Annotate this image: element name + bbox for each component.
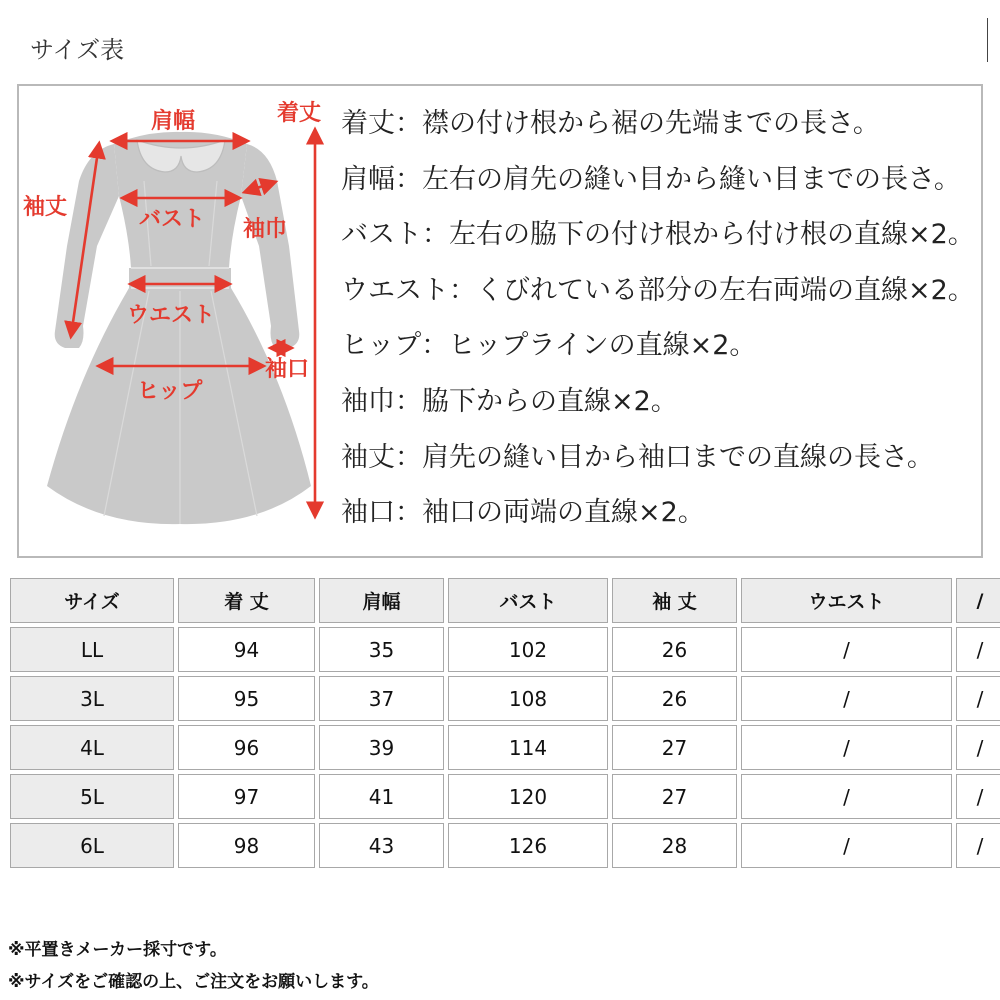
note-confirm-size: ※サイズをご確認の上、ご注文をお願いします。 [8,972,379,992]
header-sleeve: 袖 丈 [612,578,737,623]
definition-length: 着丈：襟の付け根から裾の先端までの長さ。 [341,108,880,139]
cell-shoulder: 39 [319,725,444,770]
right-sleeve [241,144,299,348]
shoulder-label: 肩幅 [151,109,196,134]
cell-length: 98 [178,823,315,868]
cell-shoulder: 41 [319,774,444,819]
header-length: 着 丈 [178,578,315,623]
cell-waist: / [741,676,952,721]
cell-waist: / [741,725,952,770]
page-title: サイズ表 [30,36,125,64]
dress-diagram [19,86,349,556]
definition-bust: バスト：左右の脇下の付け根から付け根の直線×2。 [341,219,975,251]
header-waist: ウエスト [741,578,952,623]
sleeve-length-label: 袖丈 [23,195,68,220]
cell-waist: / [741,774,952,819]
cell-sleeve: 27 [612,725,737,770]
waist-label: ウエスト [127,303,216,328]
definition-sleeve-width: 袖巾：脇下からの直線×2。 [341,385,678,417]
hip-label: ヒップ [137,379,203,404]
cell-shoulder: 37 [319,676,444,721]
cell-sleeve: 27 [612,774,737,819]
note-measurement: ※平置きメーカー採寸です。 [8,940,227,960]
cell-length: 94 [178,627,315,672]
cell-waist: / [741,823,952,868]
left-sleeve [55,144,119,348]
header-extra: / [956,578,1000,623]
length-label: 着丈 [277,101,322,126]
table-row [10,676,1000,721]
cell-sleeve: 28 [612,823,737,868]
cell-extra: / [956,725,1000,770]
notes [8,934,379,998]
size-table [6,574,1000,872]
measurement-guide [17,84,983,558]
definition-hip: ヒップ：ヒップラインの直線×2。 [341,330,757,362]
cell-bust: 126 [448,823,608,868]
cell-bust: 114 [448,725,608,770]
cell-extra: / [956,627,1000,672]
dress-illustration [19,86,349,556]
cell-extra: / [956,823,1000,868]
cell-sleeve: 26 [612,676,737,721]
cell-size: 6L [10,823,174,868]
definition-shoulder: 肩幅：左右の肩先の縫い目から縫い目までの長さ。 [341,163,961,195]
cell-waist: / [741,627,952,672]
table-row [10,725,1000,770]
header-divider [987,18,988,62]
header-bust: バスト [448,578,608,623]
cell-sleeve: 26 [612,627,737,672]
table-header-row [10,578,1000,623]
cell-bust: 102 [448,627,608,672]
cell-bust: 108 [448,676,608,721]
header-shoulder: 肩幅 [319,578,444,623]
cell-extra: / [956,676,1000,721]
definition-cuff: 袖口：袖口の両端の直線×2。 [341,497,705,529]
header-size: サイズ [10,578,174,623]
cell-size: LL [10,627,174,672]
page-header [0,0,1000,76]
cell-length: 96 [178,725,315,770]
cell-size: 4L [10,725,174,770]
cell-size: 5L [10,774,174,819]
definition-sleeve-length: 袖丈：肩先の縫い目から袖口までの直線の長さ。 [341,441,934,473]
cell-length: 97 [178,774,315,819]
table-row [10,823,1000,868]
bust-label: バスト [139,207,206,232]
definition-waist: ウエスト：くびれている部分の左右両端の直線×2。 [341,274,975,306]
cuff-label: 袖口 [265,357,310,382]
cell-bust: 120 [448,774,608,819]
cell-size: 3L [10,676,174,721]
measurement-definitions [341,96,981,541]
cell-shoulder: 43 [319,823,444,868]
sleeve-width-label: 袖巾 [243,217,288,242]
table-row [10,627,1000,672]
cell-extra: / [956,774,1000,819]
cell-shoulder: 35 [319,627,444,672]
table-row [10,774,1000,819]
cell-length: 95 [178,676,315,721]
